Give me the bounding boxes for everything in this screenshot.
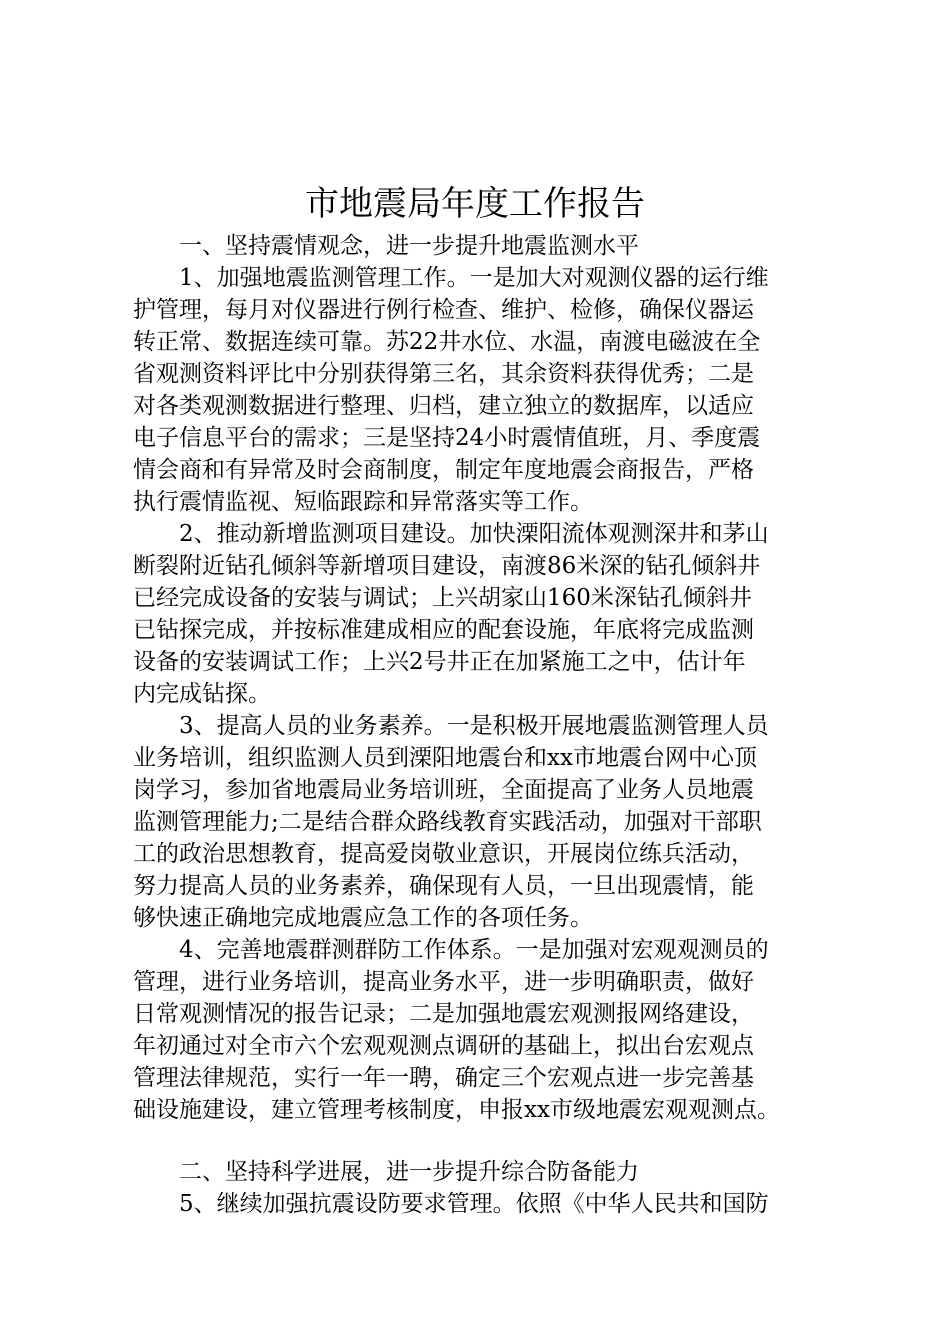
paragraph-line: 转正常、数据连续可靠。苏22井水位、水温，南渡电磁波在全 [133,329,761,355]
paragraph-line: 日常观测情况的报告记录；二是加强地震宏观测报网络建设， [133,1001,754,1027]
paragraph-line: 岗学习，参加省地震局业务培训班，全面提高了业务人员地震 [133,777,754,803]
paragraph-line: 断裂附近钻孔倾斜等新增项目建设，南渡86米深的钻孔倾斜井 [133,553,761,579]
paragraph-line: 5、继续加强抗震设防要求管理。依照《中华人民共和国防 [179,1191,769,1217]
section-gap [133,1126,833,1156]
paragraph-line: 监测管理能力;二是结合群众路线教育实践活动，加强对干部职 [133,809,762,835]
paragraph-line: 管理法律规范，实行一年一聘，确定三个宏观点进一步完善基 [133,1065,754,1091]
paragraph-line: 3、提高人员的业务素养。一是积极开展地震监测管理人员 [179,713,769,739]
paragraph-line: 2、推动新增监测项目建设。加快溧阳流体观测深井和茅山 [179,521,769,547]
paragraph-line: 已钻探完成，并按标准建成相应的配套设施，年底将完成监测 [133,617,754,643]
paragraph-line: 够快速正确地完成地震应急工作的各项任务。 [133,905,593,931]
paragraph-line: 对各类观测数据进行整理、归档，建立独立的数据库，以适应 [133,393,754,419]
paragraph-line: 情会商和有异常及时会商制度，制定年度地震会商报告，严格 [133,457,754,483]
paragraph-line: 1、加强地震监测管理工作。一是加大对观测仪器的运行维 [179,265,769,291]
paragraph-line: 年初通过对全市六个宏观观测点调研的基础上，拟出台宏观点 [133,1033,754,1059]
paragraph-line: 管理，进行业务培训，提高业务水平，进一步明确职责，做好 [133,969,754,995]
paragraph-line: 执行震情监视、短临跟踪和异常落实等工作。 [133,489,593,515]
paragraph-line: 设备的安装调试工作；上兴2号井正在加紧施工之中，估计年 [133,649,746,675]
paragraph-line: 电子信息平台的需求；三是坚持24小时震情值班，月、季度震 [133,425,761,451]
paragraph-line: 础设施建设，建立管理考核制度，申报xx市级地震宏观观测点。 [133,1097,780,1123]
section-heading-2: 二、坚持科学进展，进一步提升综合防备能力 [179,1159,639,1185]
paragraph-line: 业务培训，组织监测人员到溧阳地震台和xx市地震台网中心顶 [133,745,757,771]
section-heading-1: 一、坚持震情观念，进一步提升地震监测水平 [179,233,639,259]
paragraph-line: 省观测资料评比中分别获得第三名，其余资料获得优秀；二是 [133,361,754,387]
paragraph-line: 工的政治思想教育，提高爱岗敬业意识，开展岗位练兵活动， [133,841,754,867]
paragraph-line: 努力提高人员的业务素养，确保现有人员，一旦出现震情，能 [133,873,754,899]
paragraph-line: 已经完成设备的安装与调试；上兴胡家山160米深钻孔倾斜井 [133,585,752,611]
document-body [133,230,833,1220]
paragraph-line: 护管理，每月对仪器进行例行检查、维护、检修，确保仪器运 [133,297,754,323]
document-title: 市地震局年度工作报告 [305,184,645,224]
paragraph-line: 4、完善地震群测群防工作体系。一是加强对宏观观测员的 [179,937,769,963]
paragraph-line: 内完成钻探。 [133,681,271,707]
